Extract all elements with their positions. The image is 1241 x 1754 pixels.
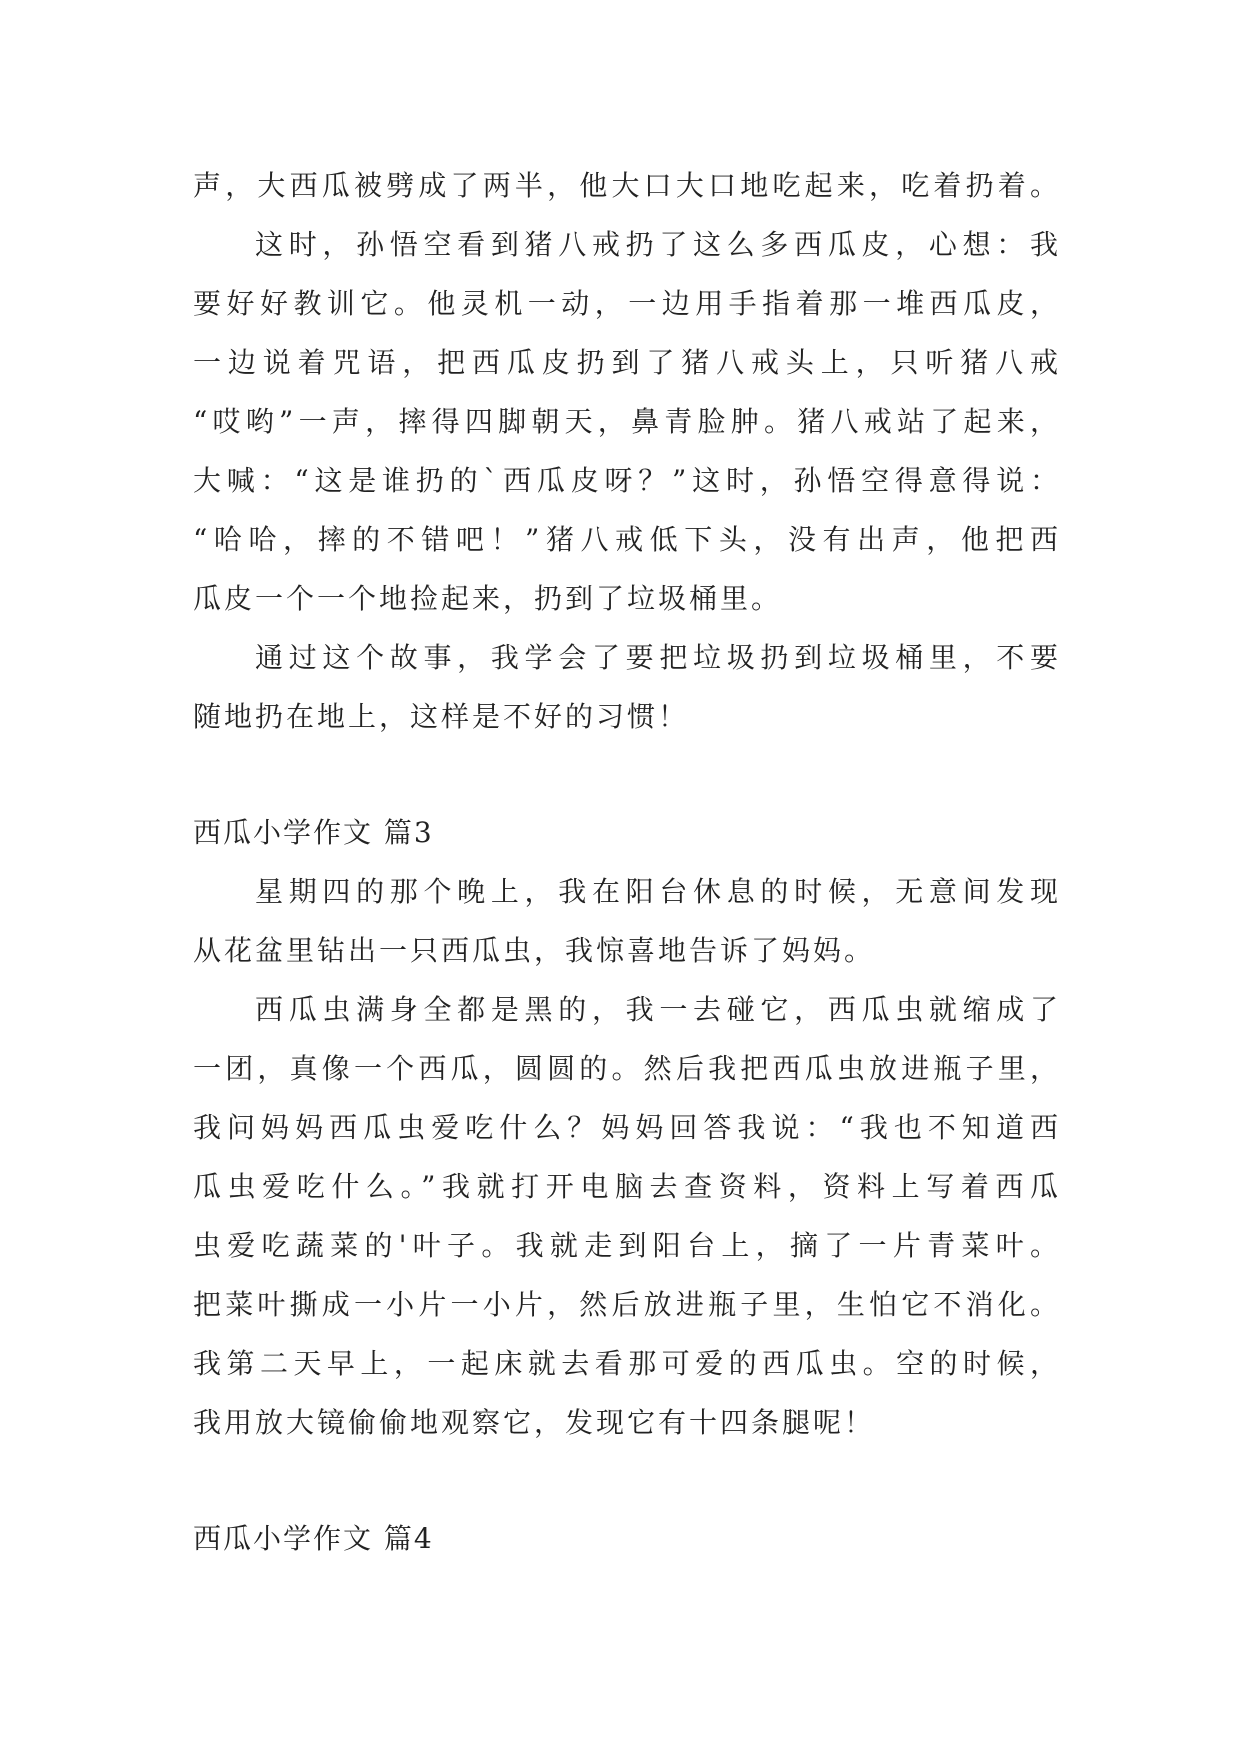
text-line: 我问妈妈西瓜虫爱吃什么？妈妈回答我说：“我也不知道西 — [193, 1111, 1061, 1144]
text-line: “哈哈，摔的不错吧！”猪八戒低下头，没有出声，他把西 — [193, 523, 1061, 556]
essay-heading: 西瓜小学作文 篇3 — [193, 816, 434, 849]
paragraph — [193, 862, 1061, 980]
paragraph — [193, 156, 1061, 215]
text-line: 一边说着咒语，把西瓜皮扔到了猪八戒头上，只听猪八戒 — [193, 346, 1061, 379]
text-line: 把菜叶撕成一小片一小片，然后放进瓶子里，生怕它不消化。 — [193, 1288, 1061, 1321]
paragraph — [193, 980, 1061, 1452]
paragraph — [193, 628, 1061, 746]
text-line: 声，大西瓜被劈成了两半，他大口大口地吃起来，吃着扔着。 — [193, 169, 1061, 202]
text-line: 要好好教训它。他灵机一动，一边用手指着那一堆西瓜皮， — [193, 287, 1061, 320]
text-line: 通过这个故事，我学会了要把垃圾扔到垃圾桶里，不要 — [255, 641, 1061, 674]
text-line: 瓜虫爱吃什么。”我就打开电脑去查资料，资料上写着西瓜 — [193, 1170, 1061, 1203]
text-line: 西瓜虫满身全都是黑的，我一去碰它，西瓜虫就缩成了 — [255, 993, 1061, 1026]
text-line: 随地扔在地上，这样是不好的习惯！ — [193, 700, 690, 733]
text-line: 从花盆里钻出一只西瓜虫，我惊喜地告诉了妈妈。 — [193, 934, 876, 967]
text-line: 我第二天早上，一起床就去看那可爱的西瓜虫。空的时候， — [193, 1347, 1061, 1380]
text-line: “哎哟”一声，摔得四脚朝天，鼻青脸肿。猪八戒站了起来， — [193, 405, 1061, 438]
text-line: 一团，真像一个西瓜，圆圆的。然后我把西瓜虫放进瓶子里， — [193, 1052, 1061, 1085]
document-page — [193, 156, 1061, 1568]
text-line: 这时，孙悟空看到猪八戒扔了这么多西瓜皮，心想：我 — [255, 228, 1061, 261]
text-line: 瓜皮一个一个地捡起来，扔到了垃圾桶里。 — [193, 582, 783, 615]
essay-heading: 西瓜小学作文 篇4 — [193, 1522, 434, 1555]
text-line: 星期四的那个晚上，我在阳台休息的时候，无意间发现 — [255, 875, 1061, 908]
text-line: 我用放大镜偷偷地观察它，发现它有十四条腿呢！ — [193, 1406, 876, 1439]
paragraph — [193, 215, 1061, 628]
text-line: 大喊：“这是谁扔的`西瓜皮呀？”这时，孙悟空得意得说： — [193, 464, 1061, 497]
text-line: 虫爱吃蔬菜的'叶子。我就走到阳台上，摘了一片青菜叶。 — [193, 1229, 1061, 1262]
